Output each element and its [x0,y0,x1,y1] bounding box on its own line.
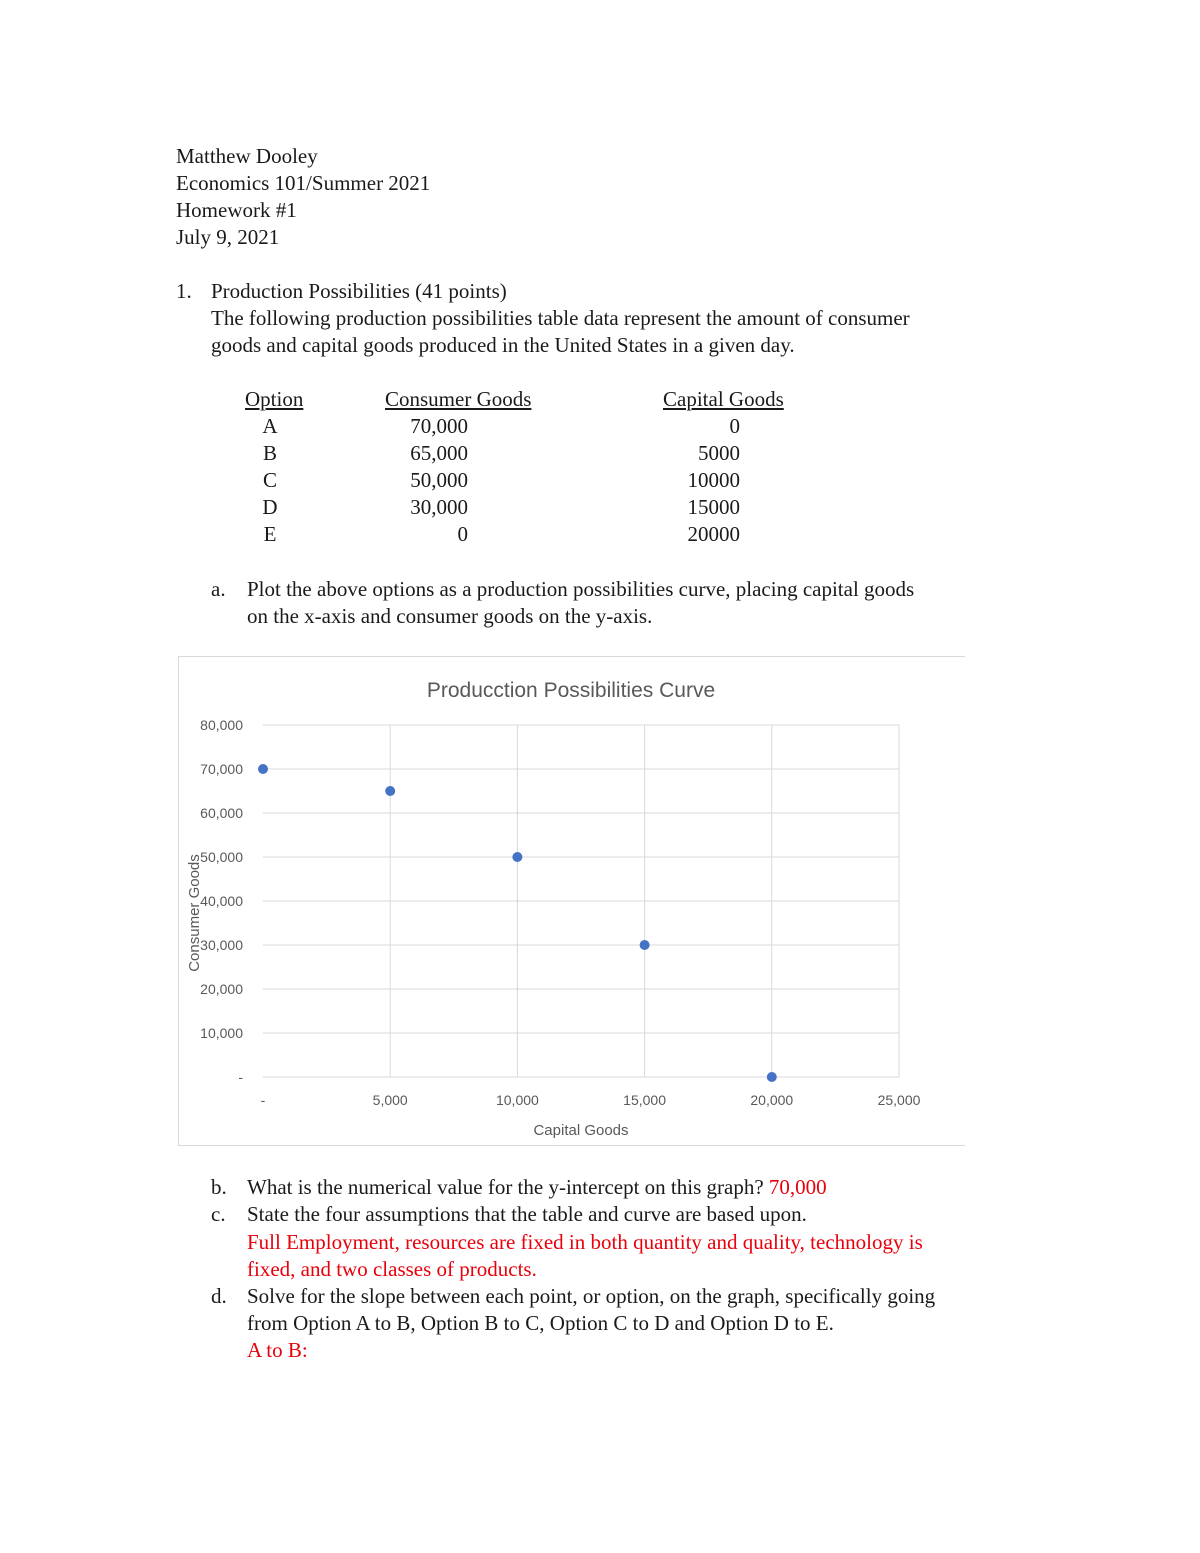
table-cell-capital: 0 [729,414,740,438]
part-a-line2: on the x-axis and consumer goods on the y-axis. [247,604,653,628]
table-cell-consumer: 70,000 [410,414,468,438]
question-intro-line1: The following production possibilities table data represent the amount of consumer [211,306,910,330]
chart-x-axis-label: Capital Goods [533,1122,629,1139]
chart-y-tick-label: - [238,1069,243,1085]
chart-y-tick-label: 10,000 [200,1025,243,1041]
assignment-date: July 9, 2021 [176,225,280,249]
table-cell-option: E [263,522,277,546]
chart-y-tick-label: 30,000 [200,937,243,953]
part-c-question: State the four assumptions that the table and curve are based upon. [247,1202,807,1226]
part-a-label: a. [211,577,226,601]
chart-x-tick-label: - [260,1092,266,1108]
question-number: 1. [176,279,192,303]
part-d-line1: Solve for the slope between each point, or option, on the graph, specifically going [247,1284,936,1308]
part-b-answer: 70,000 [768,1175,827,1199]
table-header-consumer-goods: Consumer Goods [385,387,532,411]
table-cell-option: A [262,414,278,438]
chart-data-point [767,1072,777,1082]
table-cell-option: D [262,495,278,519]
table-header-capital-goods: Capital Goods [663,387,784,411]
table-cell-consumer: 65,000 [410,441,468,465]
table-cell-consumer: 50,000 [410,468,468,492]
table-cell-capital: 5000 [698,441,740,465]
chart-x-tick-label: 5,000 [372,1092,408,1108]
question-intro-line2: goods and capital goods produced in the United States in a given day. [211,333,795,357]
chart-y-axis-label: Consumer Goods [186,854,203,972]
question-title: Production Possibilities (41 points) [211,279,507,303]
chart-y-tick-label: 70,000 [200,761,243,777]
part-c-answer-line1: Full Employment, resources are fixed in both quantity and quality, technology is [247,1230,923,1254]
chart-y-tick-label: 40,000 [200,893,243,909]
table-header-option: Option [245,387,304,411]
ppc-chart-svg [179,657,965,1145]
part-b-line [247,1174,827,1201]
table-cell-option: C [262,468,277,492]
table-cell-capital: 10000 [687,468,740,492]
chart-y-tick-label: 20,000 [200,981,243,997]
part-b-question: What is the numerical value for the y-intercept on this graph? [247,1175,764,1199]
chart-data-point [640,940,650,950]
chart-y-tick-label: 80,000 [200,717,243,733]
part-d-answer: A to B: [247,1338,308,1362]
chart-y-tick-label: 50,000 [200,849,243,865]
part-b-label: b. [211,1175,227,1199]
chart-y-tick-label: 60,000 [200,805,243,821]
chart-data-point [258,764,268,774]
part-c-answer-line2: fixed, and two classes of products. [247,1257,537,1281]
ppc-chart [178,656,965,1146]
chart-x-tick-label: 25,000 [877,1092,921,1108]
table-cell-option: B [262,441,277,465]
chart-data-point [385,786,395,796]
student-name: Matthew Dooley [176,144,318,168]
chart-x-tick-label: 15,000 [623,1092,667,1108]
table-cell-consumer: 30,000 [410,495,468,519]
table-cell-capital: 20000 [687,522,740,546]
part-a-line1: Plot the above options as a production possibilities curve, placing capital goods [247,577,915,601]
chart-title: Producction Possibilities Curve [426,679,716,702]
chart-x-tick-label: 20,000 [750,1092,794,1108]
chart-x-tick-label: 10,000 [495,1092,539,1108]
assignment-title: Homework #1 [176,198,297,222]
part-d-line2: from Option A to B, Option B to C, Option C to D and Option D to E. [247,1311,834,1335]
table-cell-consumer: 0 [457,522,468,546]
part-c-label: c. [211,1202,226,1226]
chart-data-point [512,852,522,862]
course-name: Economics 101/Summer 2021 [176,171,431,195]
table-cell-capital: 15000 [687,495,740,519]
part-d-label: d. [211,1284,227,1308]
